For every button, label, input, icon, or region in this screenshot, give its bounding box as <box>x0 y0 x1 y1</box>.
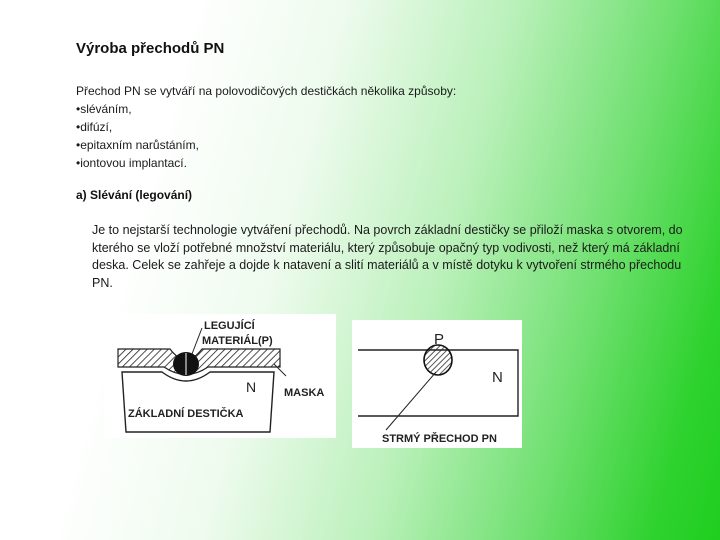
section-paragraph: Je to nejstarší technologie vytváření přechodů. Na povrch základní destičky se přiloží maska s otvorem, do kterého se vloží potřebné množství materiálu, který způsobuje opačný typ vodivosti, než který má základní deska. Celek se zahřeje a dojde k natavení a slití materiálů a v místě dotyku k vytvoření strmého přechodu PN. <box>92 223 683 290</box>
label-junction: STRMÝ PŘECHOD PN <box>382 433 497 445</box>
intro-block <box>76 82 456 172</box>
method-item: • epitaxním narůstáním, <box>76 136 456 154</box>
junction-diagram-svg <box>352 320 522 448</box>
methods-list <box>76 100 456 172</box>
label-p: P <box>434 331 445 348</box>
label-n: N <box>492 369 503 386</box>
label-alloy-line1: LEGUJÍCÍ <box>204 320 255 332</box>
label-base: ZÁKLADNÍ DESTIČKA <box>128 408 244 420</box>
method-item: • sléváním, <box>76 100 456 118</box>
method-item: • iontovou implantací. <box>76 154 456 172</box>
alloying-diagram <box>104 314 336 438</box>
alloying-diagram-svg <box>104 314 336 438</box>
junction-diagram <box>352 320 522 448</box>
label-alloy-line2: MATERIÁL(P) <box>202 335 273 347</box>
mask-layer <box>118 349 280 375</box>
label-n: N <box>246 379 257 395</box>
method-item: • difúzí, <box>76 118 456 136</box>
p-region <box>424 345 452 375</box>
label-mask: MASKA <box>284 387 325 399</box>
section-heading: a) Slévání (legování) <box>76 188 193 202</box>
intro-lead: Přechod PN se vytváří na polovodičových destičkách několika způsoby: <box>76 84 457 98</box>
page-title: Výroba přechodů PN <box>76 40 225 57</box>
